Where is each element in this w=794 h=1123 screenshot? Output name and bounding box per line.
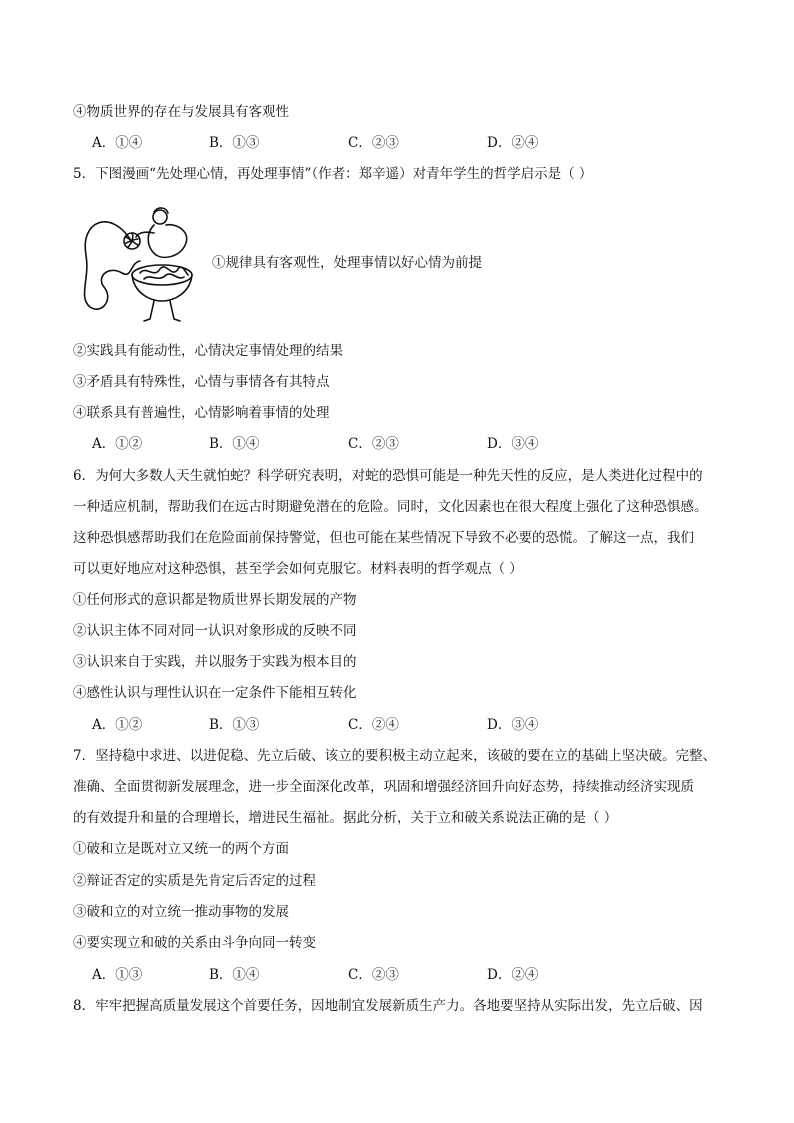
- q7-options: [92, 966, 652, 984]
- q5-item-1: ①规律具有客观性，处理事情以好心情为前提: [212, 255, 482, 271]
- q7-option-d[interactable]: D．②④: [487, 967, 539, 983]
- q7-option-b[interactable]: B．①④: [209, 967, 260, 983]
- q7-stem-line-1: 7．坚持稳中求进、以进促稳、先立后破、该立的要积极主动立起来，该破的要在立的基础上坚决破。完整、: [73, 748, 717, 764]
- q5-option-b[interactable]: B．①④: [209, 436, 260, 452]
- q5-item-2: ②实践具有能动性，心情决定事情处理的结果: [73, 343, 343, 359]
- q5-option-a[interactable]: A．①②: [92, 436, 143, 452]
- q5-item-4: ④联系具有普遍性，心情影响着事情的处理: [73, 405, 330, 421]
- q6-item-2: ②认识主体不同对同一认识对象形成的反映不同: [73, 623, 357, 639]
- q5-options: [92, 435, 652, 453]
- q4-option-b[interactable]: B．①③: [209, 135, 260, 151]
- q7-stem-line-2: 准确、全面贯彻新发展理念，进一步全面深化改革，巩固和增强经济回升向好态势，持续推动经济实现质: [73, 779, 694, 795]
- q7-item-4: ④要实现立和破的关系由斗争向同一转变: [73, 935, 316, 951]
- q6-stem-line-3: 这种恐惧感帮助我们在危险面前保持警觉，但也可能在某些情况下导致不必要的恐慌。了解这一点，我们: [73, 530, 694, 546]
- q6-option-d[interactable]: D．③④: [487, 717, 539, 733]
- q6-options: [92, 716, 652, 734]
- q4-option-d[interactable]: D．②④: [487, 135, 539, 151]
- q5-option-d[interactable]: D．③④: [487, 436, 539, 452]
- q8-stem-line-1: 8．牢牢把握高质量发展这个首要任务，因地制宜发展新质生产力。各地要坚持从实际出发，先立后破、因: [73, 998, 703, 1014]
- q6-item-4: ④感性认识与理性认识在一定条件下能相互转化: [73, 685, 357, 701]
- q4-item-4: ④物质世界的存在与发展具有客观性: [73, 104, 289, 120]
- q6-option-b[interactable]: B．①③: [209, 717, 260, 733]
- q7-item-2: ②辩证否定的实质是先肯定后否定的过程: [73, 873, 316, 889]
- q5-stem: 5．下图漫画“先处理心情，再处理事情”（作者：郑辛遥）对青年学生的哲学启示是（ ）: [73, 166, 593, 182]
- q6-option-a[interactable]: A．①②: [92, 717, 143, 733]
- q5-option-c[interactable]: C．②③: [348, 436, 399, 452]
- q4-option-a[interactable]: A．①④: [92, 135, 143, 151]
- q6-item-3: ③认识来自于实践，并以服务于实践为根本目的: [73, 654, 357, 670]
- q7-option-a[interactable]: A．①③: [92, 967, 143, 983]
- q4-options: [92, 134, 652, 152]
- q6-option-c[interactable]: C．②④: [348, 717, 399, 733]
- q6-stem-line-2: 一种适应机制，帮助我们在远古时期避免潜在的危险。同时，文化因素也在很大程度上强化了这种恐惧感。: [73, 499, 708, 515]
- q7-option-c[interactable]: C．②③: [348, 967, 399, 983]
- q7-item-3: ③破和立的对立统一推动事物的发展: [73, 904, 289, 920]
- q7-stem-line-3: 的有效提升和量的合理增长，增进民生福祉。据此分析，关于立和破关系说法正确的是（ ）: [73, 810, 618, 826]
- q7-item-1: ①破和立是既对立又统一的两个方面: [73, 841, 289, 857]
- q4-option-c[interactable]: C．②③: [348, 135, 399, 151]
- q6-stem-line-1: 6．为何大多数人天生就怕蛇？科学研究表明，对蛇的恐惧可能是一种先天性的反应，是人类进化过程中的: [73, 468, 703, 484]
- q6-stem-line-4: 可以更好地应对这种恐惧，甚至学会如何克服它。材料表明的哲学观点（ ）: [73, 561, 523, 577]
- cartoon-person-untangling-yarn-icon: [74, 203, 214, 323]
- q6-item-1: ①任何形式的意识都是物质世界长期发展的产物: [73, 592, 357, 608]
- q5-item-3: ③矛盾具有特殊性，心情与事情各有其特点: [73, 374, 330, 390]
